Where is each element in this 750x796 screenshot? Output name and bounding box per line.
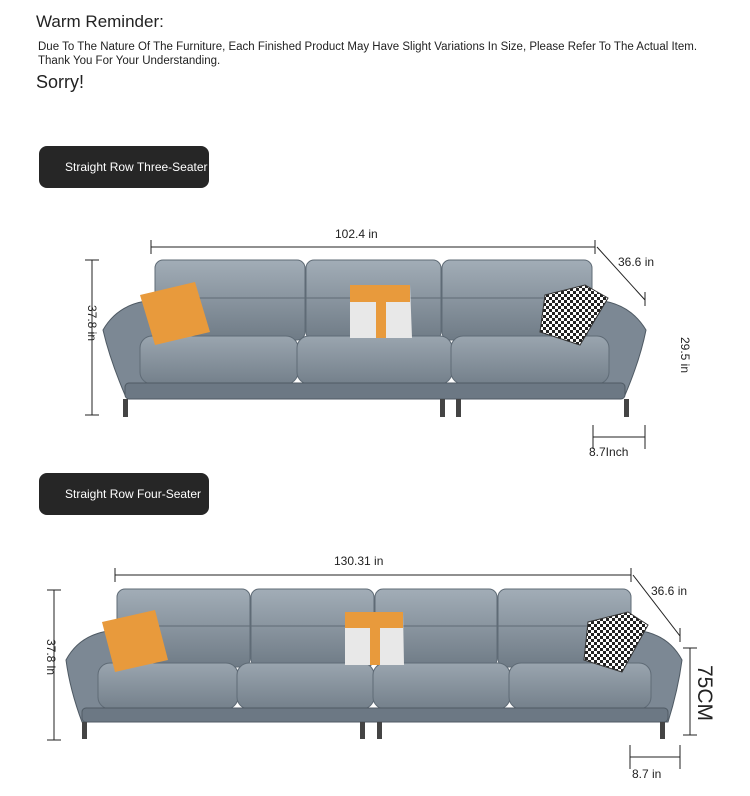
three-seater-height: 37.8 in [85,304,99,342]
four-seater-seat-height: 75CM [693,664,716,722]
reminder-notice: Due To The Nature Of The Furniture, Each Finished Product May Have Slight Variations In Size, Please Refer To The Actual Item. Thank You For Your Understanding. [38,41,698,67]
three-seater-leg: 8.7Inch [589,445,629,459]
four-seater-label: Straight Row Four-Seater [39,473,209,515]
four-seater-depth: 36.6 in [651,584,688,598]
reminder-apology: Sorry! [36,72,85,92]
three-seater-width: 102.4 in [335,227,378,241]
four-seater-height: 37.8 in [44,638,58,676]
reminder-title: Warm Reminder: [36,12,164,31]
four-seater-width: 130.31 in [334,554,384,568]
three-seater-depth: 36.6 in [618,255,655,269]
three-seater-label: Straight Row Three-Seater [39,146,209,188]
four-seater-leg: 8.7 in [632,767,662,781]
three-seater-sofa [103,260,646,417]
three-seater-seat-height: 29.5 in [678,336,692,374]
four-seater-sofa [66,589,682,739]
